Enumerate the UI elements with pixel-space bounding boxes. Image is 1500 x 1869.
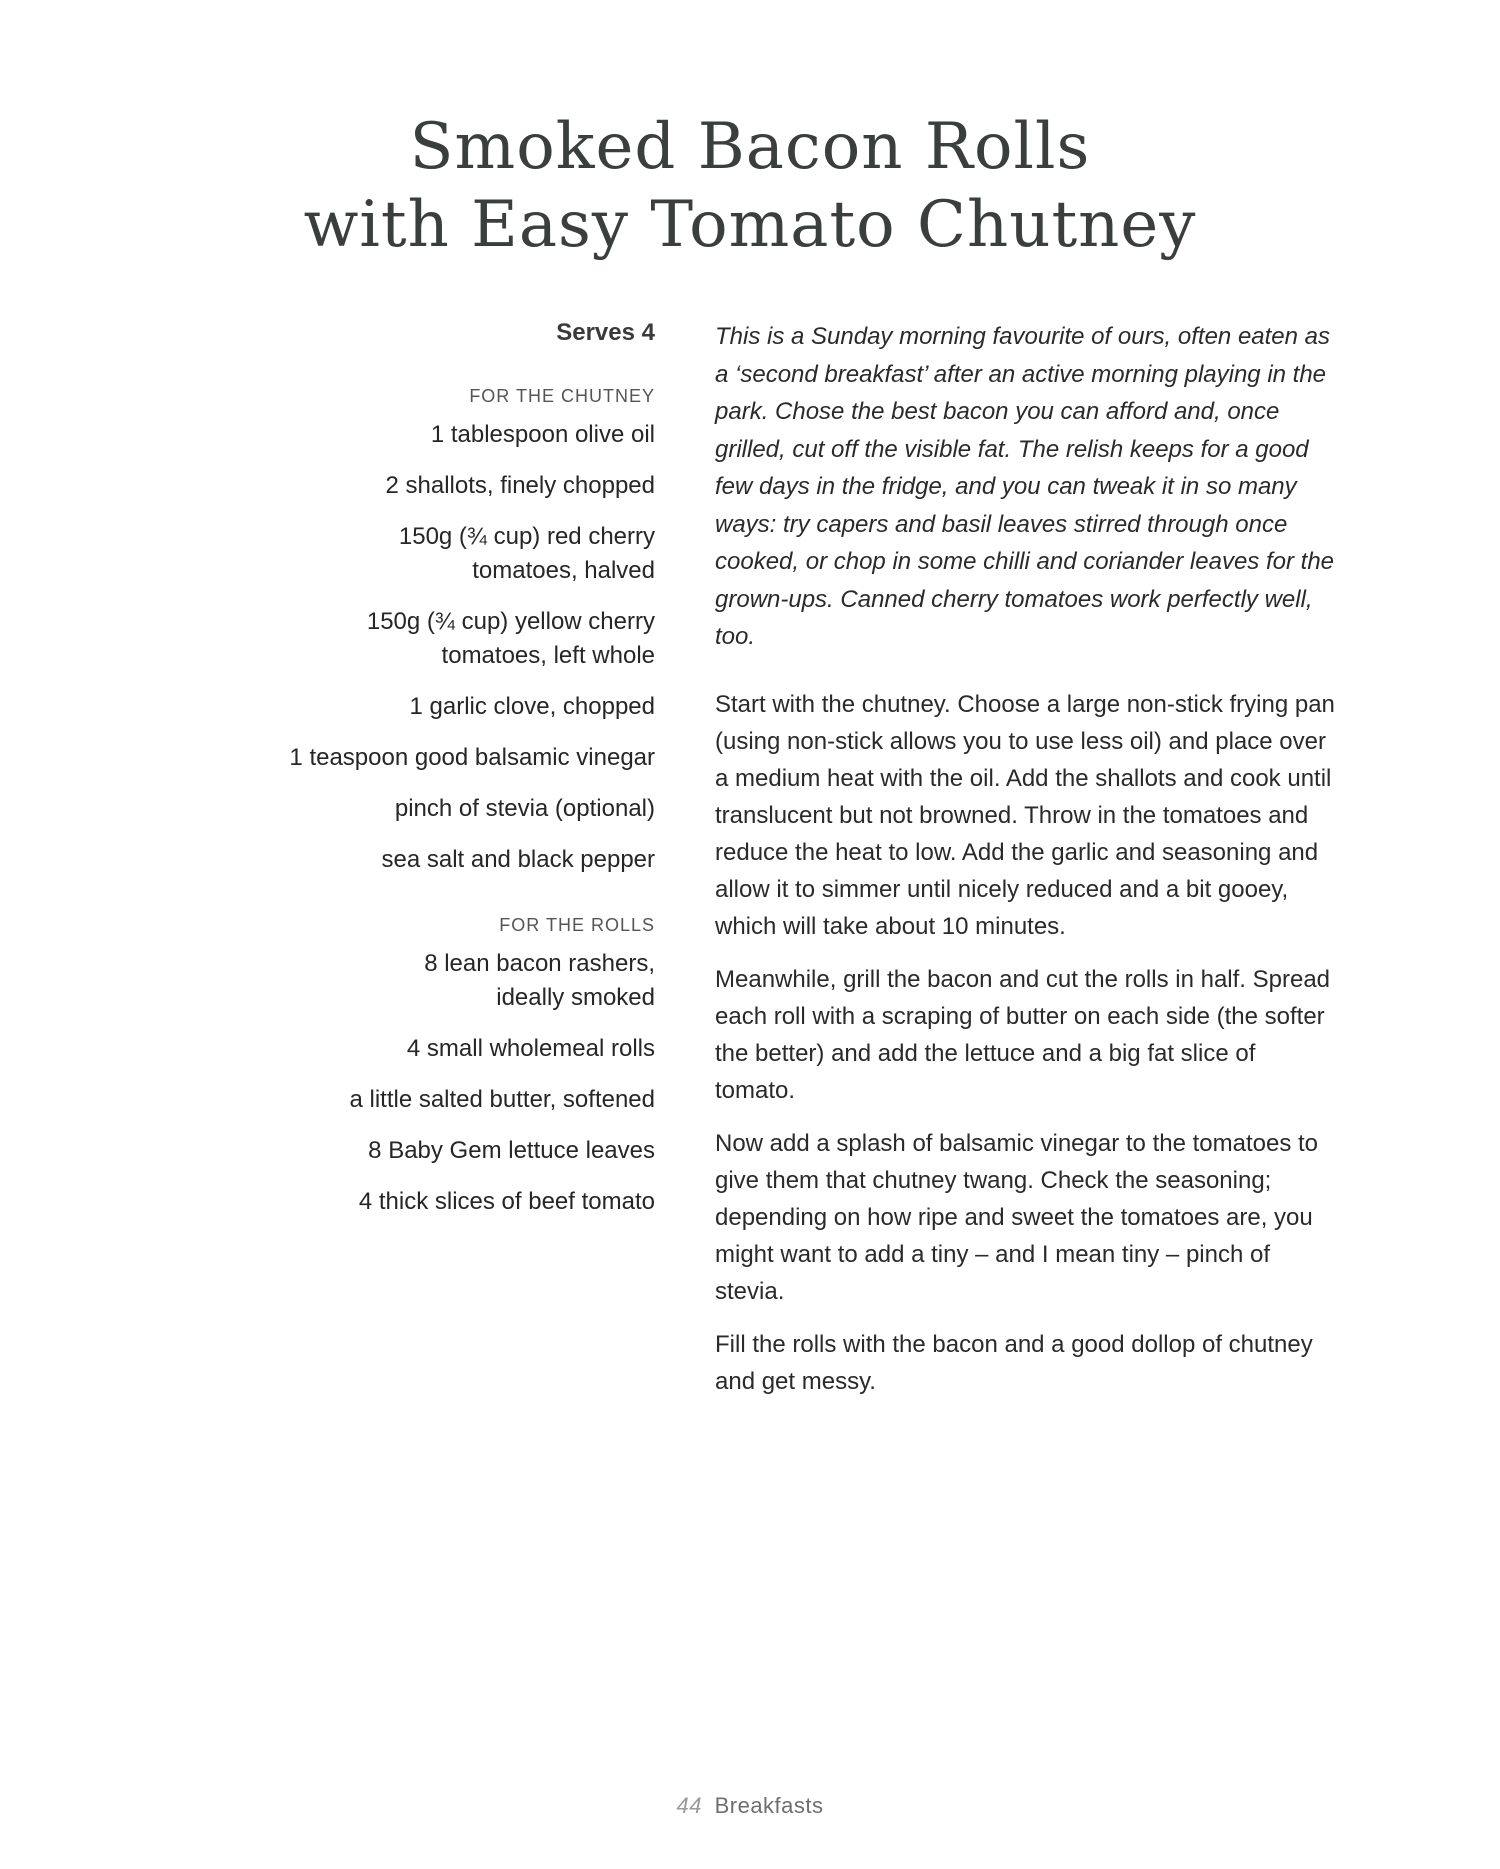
recipe-title-line-1: Smoked Bacon Rolls <box>409 110 1091 184</box>
method-column <box>715 318 1335 1416</box>
method-step: Meanwhile, grill the bacon and cut the rolls in half. Spread each roll with a scraping of butter on each side (the softer the better) and add the lettuce and a big fat slice of tomato. <box>715 965 1331 1104</box>
ingredients-column <box>150 318 655 1236</box>
method-step: Start with the chutney. Choose a large non-stick frying pan (using non-stick allows you to use less oil) and place over a medium heat with the oil. Add the shallots and cook until translucent but not browned. Throw in the tomatoes and reduce the heat to low. Add the garlic and seasoning and allow it to simmer until nicely reduced and a bit gooey, which will take about 10 minutes. <box>715 690 1335 940</box>
ingredient-item: a little salted butter, softened <box>349 1086 655 1113</box>
ingredient-item: 4 small wholemeal rolls <box>406 1035 655 1062</box>
page-footer <box>0 1793 1500 1819</box>
ingredient-item: sea salt and black pepper <box>381 846 655 873</box>
ingredient-item: pinch of stevia (optional) <box>394 795 655 822</box>
ingredient-item: 1 teaspoon good balsamic vinegar <box>289 744 655 771</box>
ingredient-item: 1 garlic clove, chopped <box>409 693 655 720</box>
ingredient-item: 4 thick slices of beef tomato <box>358 1188 655 1215</box>
page-number: 44 <box>676 1793 702 1818</box>
section-name: Breakfasts <box>714 1793 824 1818</box>
recipe-intro: This is a Sunday morning favourite of ours, often eaten as a ‘second breakfast’ after an active morning playing in the park. Chose the best bacon you can afford and, once grilled, cut off the visible fat. The relish keeps for a good few days in the fridge, and you can tweak it in so many ways: try capers and basil leaves stirred through once cooked, or chop in some chilli and coriander leaves for the grown-ups. Canned cherry tomatoes work perfectly well, too. <box>715 323 1335 650</box>
serves-label: Serves 4 <box>556 319 655 346</box>
ingredient-item: 2 shallots, finely chopped <box>385 472 655 499</box>
ingredient-item: 150g (¾ cup) yellow cherry tomatoes, left whole <box>366 608 655 669</box>
method-step: Now add a splash of balsamic vinegar to the tomatoes to give them that chutney twang. Check the seasoning; depending on how ripe and sweet the tomatoes are, you might want to add a tiny – and I mean tiny – pinch of stevia. <box>715 1129 1318 1305</box>
ingredient-item: 150g (¾ cup) red cherry tomatoes, halved <box>398 523 655 584</box>
chutney-heading: FOR THE CHUTNEY <box>469 386 655 406</box>
chutney-ingredient-list <box>150 418 655 877</box>
ingredient-item: 8 Baby Gem lettuce leaves <box>368 1137 655 1164</box>
ingredient-item: 8 lean bacon rashers, ideally smoked <box>424 950 655 1011</box>
method-step: Fill the rolls with the bacon and a good dollop of chutney and get messy. <box>715 1330 1313 1395</box>
rolls-ingredient-list <box>150 947 655 1219</box>
recipe-title-line-2: with Easy Tomato Chutney <box>303 188 1197 262</box>
ingredient-item: 1 tablespoon olive oil <box>430 421 655 448</box>
recipe-title <box>0 108 1500 264</box>
rolls-heading: FOR THE ROLLS <box>499 915 655 935</box>
